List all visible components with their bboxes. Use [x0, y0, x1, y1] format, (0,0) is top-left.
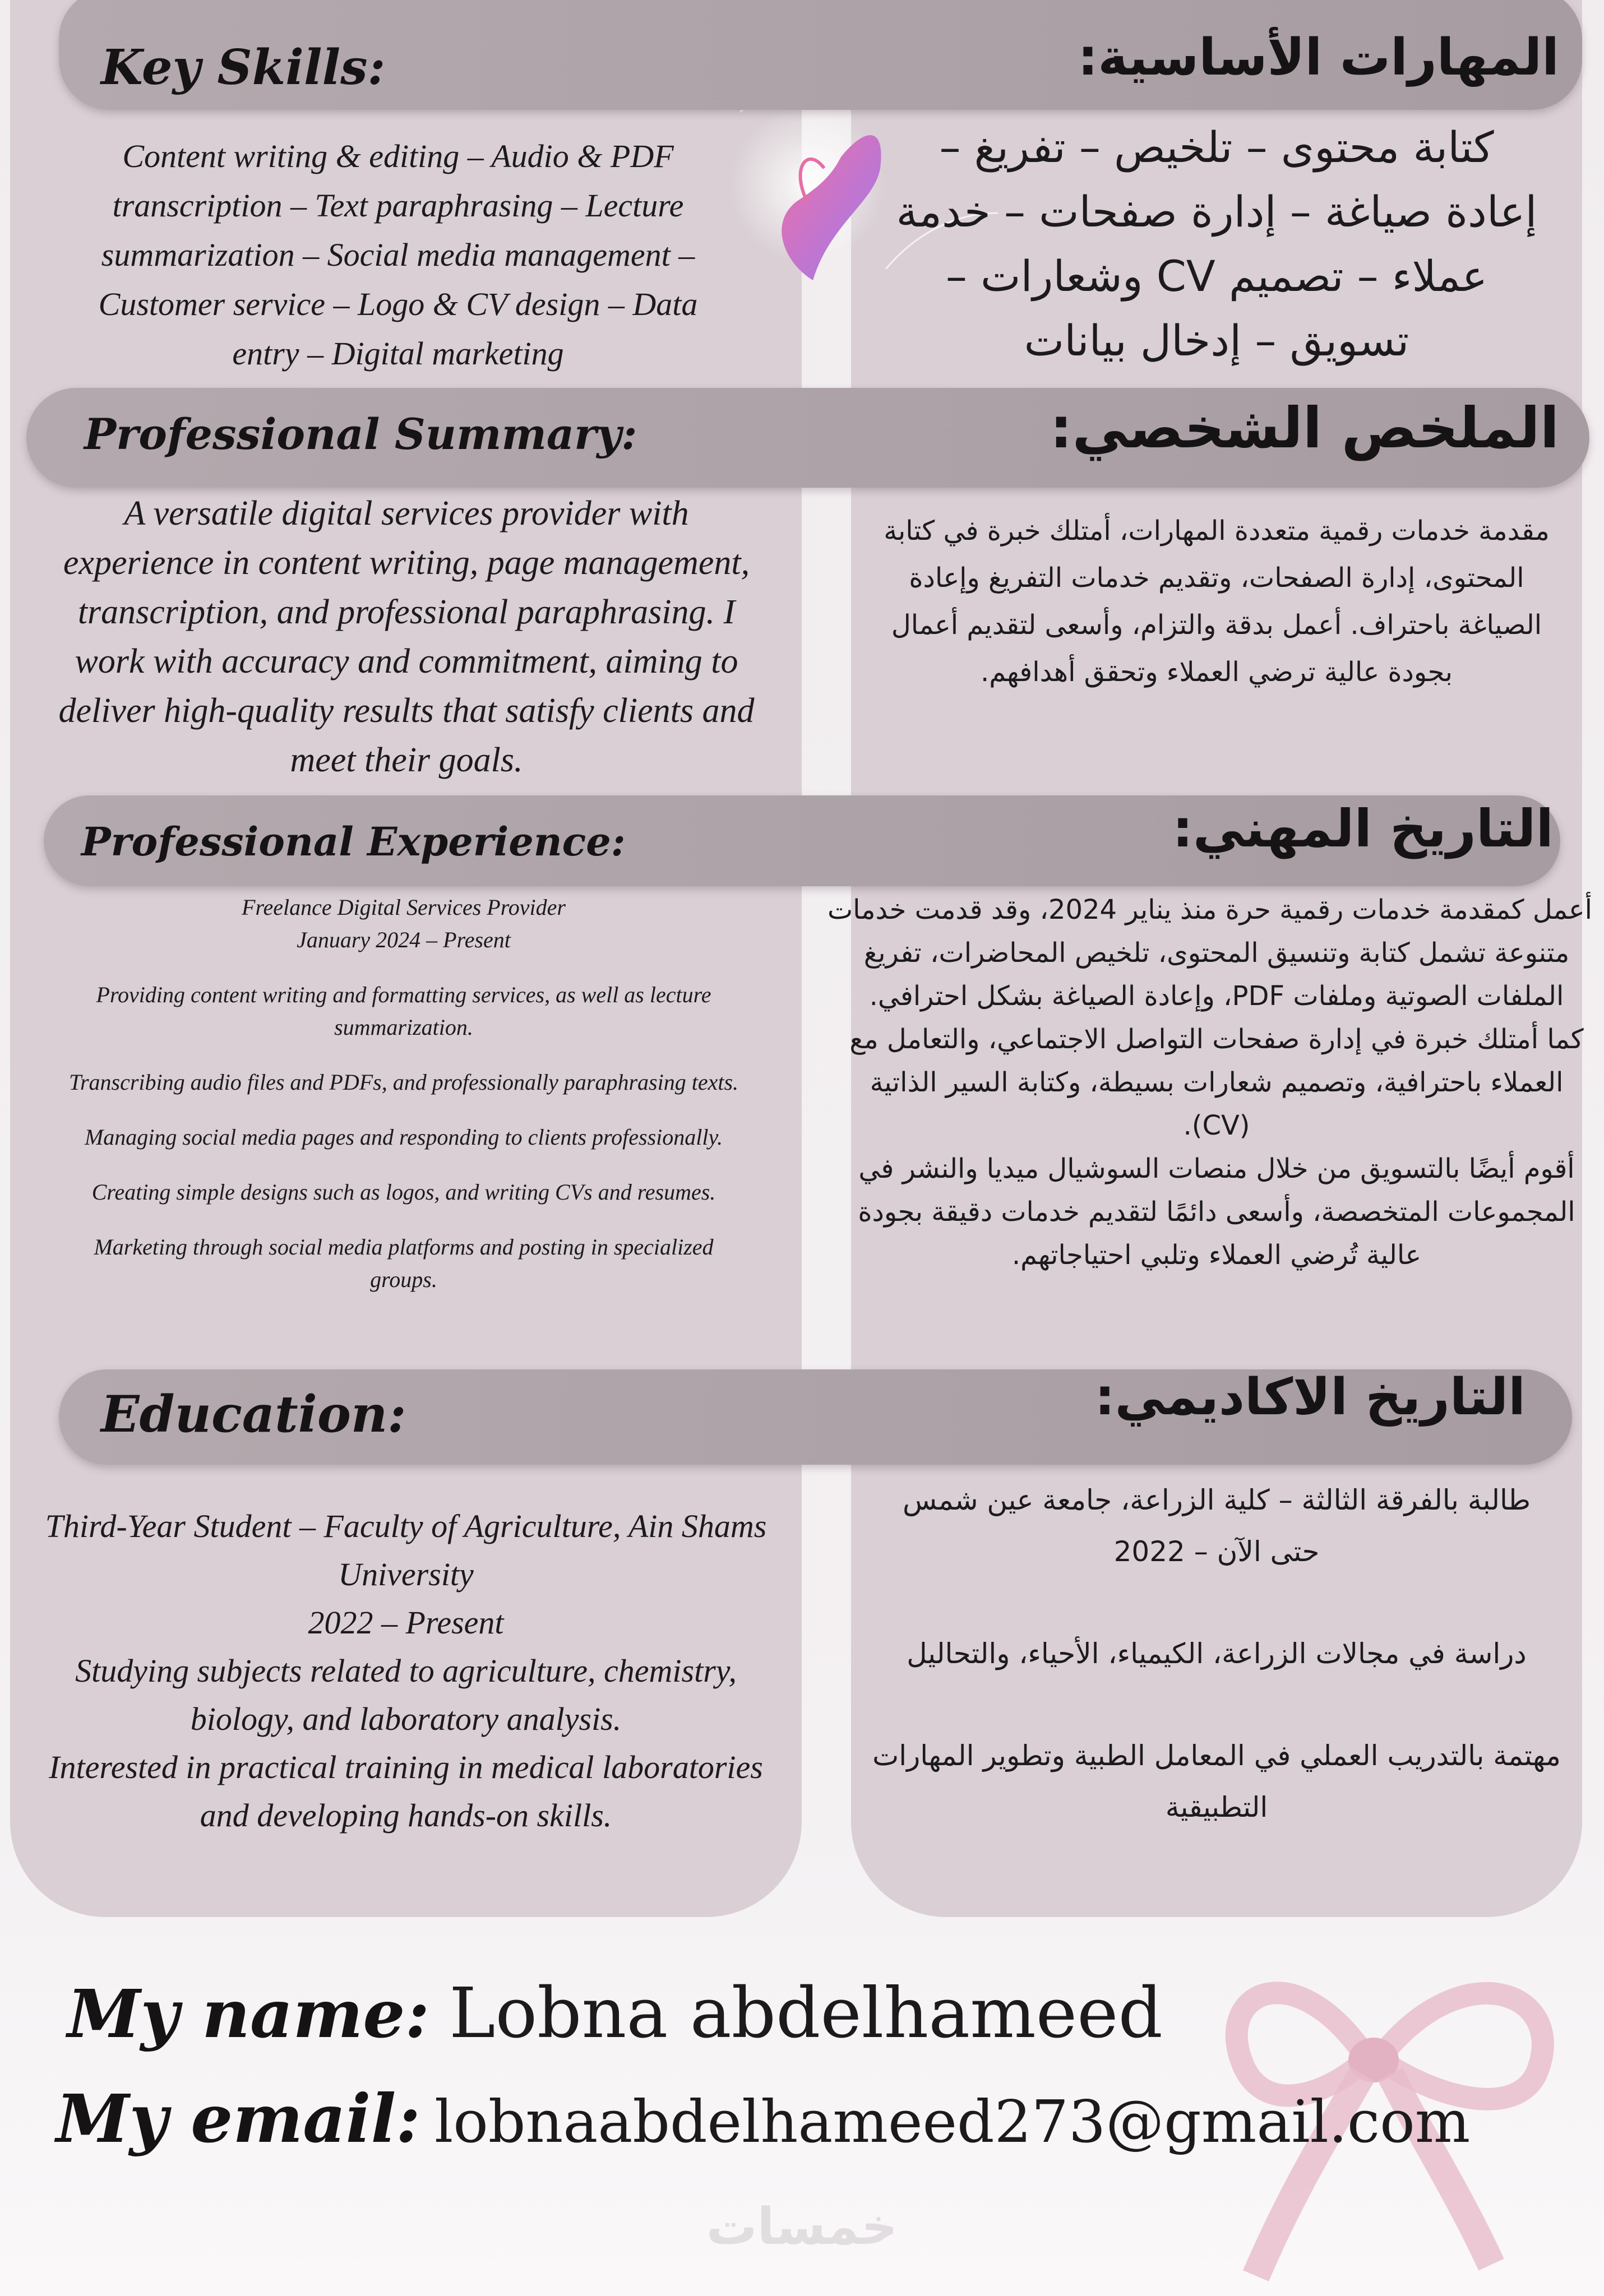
summary-line-ar: بجودة عالية ترضي العملاء وتحقق أهدافهم. [980, 656, 1453, 688]
key-skills-en [22, 132, 774, 378]
summary-line-ar: مقدمة خدمات رقمية متعددة المهارات، أمتلك خبرة في كتابة [884, 515, 1550, 547]
name-label: My name: [67, 1975, 430, 2053]
summary-ar [841, 507, 1592, 696]
experience-title-ar: التاريخ المهني: [1172, 799, 1554, 859]
experience-line-ar: المجموعات المتخصصة، وأسعى دائمًا لتقديم خدمات دقيقة بجودة [858, 1196, 1575, 1228]
summary-title: Professional Summary: [84, 409, 637, 459]
experience-line-ar: عالية تُرضي العملاء وتلبي احتياجاتهم. [1011, 1239, 1422, 1271]
job-role: Freelance Digital Services Provider [242, 895, 566, 920]
experience-line-ar: متنوعة تشمل كتابة وتنسيق المحتوى، تلخيص المحاضرات، تفريغ [863, 937, 1570, 969]
skills-line-ar: إعادة صياغة – إدارة صفحات – خدمة [896, 187, 1537, 237]
summary-line: transcription, and professional paraphrasing. I [77, 593, 736, 631]
skills-line: summarization – Social media management – [101, 237, 695, 273]
contact-email [56, 2080, 1470, 2158]
education-line: Interested in practical training in medical laboratories [49, 1749, 763, 1785]
experience-line-ar: الملفات الصوتية وملفات PDF، وإعادة الصياغة بشكل احترافي. [869, 980, 1564, 1012]
education-line: and developing hands-on skills. [200, 1797, 612, 1834]
experience-item: Managing social media pages and responding to clients professionally. [84, 1124, 723, 1150]
summary-line: deliver high-quality results that satisfy clients and [58, 692, 755, 730]
experience-item: Transcribing audio files and PDFs, and professionally paraphrasing texts. [68, 1070, 739, 1095]
key-skills-ar [841, 115, 1592, 373]
experience-line-ar: العملاء باحترافية، وتصميم شعارات بسيطة، وكتابة السير الذاتية [870, 1067, 1564, 1098]
skills-line-ar: عملاء – تصميم CV وشعارات – [945, 251, 1488, 301]
experience-item: Creating simple designs such as logos, and writing CVs and resumes. [91, 1179, 716, 1205]
summary-line: experience in content writing, page management, [63, 544, 750, 582]
skills-line: transcription – Text paraphrasing – Lecture [112, 187, 684, 224]
contact-name [67, 1973, 1163, 2054]
education-line: University [338, 1556, 474, 1593]
job-dates: January 2024 – Present [297, 927, 511, 952]
education-title: Education: [101, 1385, 406, 1444]
summary-title-ar: الملخص الشخصي: [1050, 395, 1559, 461]
experience-line-ar: (CV). [1183, 1110, 1250, 1141]
education-line: biology, and laboratory analysis. [190, 1701, 622, 1737]
education-line: 2022 – Present [308, 1604, 504, 1641]
skills-line: Content writing & editing – Audio & PDF [122, 138, 674, 174]
email-label: My email: [56, 2080, 420, 2158]
experience-item: Providing content writing and formatting services, as well as lecture summarization. [96, 982, 711, 1040]
summary-line: A versatile digital services provider with [124, 494, 689, 533]
summary-en [11, 489, 802, 785]
skills-line: entry – Digital marketing [232, 335, 564, 372]
skills-line: Customer service – Logo & CV design – Data [98, 286, 698, 322]
summary-line: meet their goals. [290, 741, 523, 779]
education-line: Third-Year Student – Faculty of Agriculture, Ain Shams [45, 1508, 767, 1544]
experience-ar [827, 888, 1592, 1277]
experience-line-ar: أعمل كمقدمة خدمات رقمية حرة منذ يناير 2024، وقد قدمت خدمات [827, 894, 1592, 925]
key-skills-title: Key Skills: [101, 39, 386, 96]
name-value: Lobna abdelhameed [449, 1973, 1163, 2054]
experience-line-ar: كما أمتلك خبرة في إدارة صفحات التواصل الاجتماعي، والتعامل مع [849, 1024, 1584, 1055]
education-line: Studying subjects related to agriculture, chemistry, [75, 1652, 737, 1689]
education-line-ar: دراسة في مجالات الزراعة، الكيمياء، الأحياء، والتحاليل [907, 1637, 1527, 1670]
summary-line-ar: الصياغة باحتراف. أعمل بدقة والتزام، وأسعى لتقديم أعمال [891, 609, 1542, 641]
email-value[interactable]: lobnaabdelhameed273@gmail.com [434, 2087, 1471, 2156]
watermark: خمسات [706, 2197, 898, 2256]
education-title-ar: التاريخ الاكاديمي: [1094, 1368, 1526, 1427]
skills-line-ar: كتابة محتوى – تلخيص – تفريغ – [939, 122, 1494, 172]
experience-title: Professional Experience: [81, 818, 626, 865]
education-en [10, 1502, 802, 1840]
education-line-ar: مهتمة بالتدريب العملي في المعامل الطبية وتطوير المهارات [872, 1739, 1561, 1772]
summary-line: work with accuracy and commitment, aiming to [75, 642, 738, 681]
skills-line-ar: تسويق – إدخال بيانات [1024, 316, 1409, 365]
education-line-ar: حتى الآن – 2022 [1113, 1535, 1320, 1568]
summary-line-ar: المحتوى، إدارة الصفحات، وتقديم خدمات التفريغ وإعادة [909, 562, 1524, 594]
education-line-ar: طالبة بالفرقة الثالثة – كلية الزراعة، جامعة عين شمس [902, 1484, 1531, 1516]
experience-line-ar: أقوم أيضًا بالتسويق من خلال منصات السوشيال ميديا والنشر في [858, 1153, 1575, 1184]
education-ar [830, 1474, 1603, 1833]
experience-en [22, 891, 785, 1296]
experience-item: Marketing through social media platforms and posting in specialized groups. [94, 1234, 714, 1292]
education-line-ar: التطبيقية [1165, 1791, 1268, 1823]
key-skills-title-ar: المهارات الأساسية: [1078, 28, 1559, 87]
